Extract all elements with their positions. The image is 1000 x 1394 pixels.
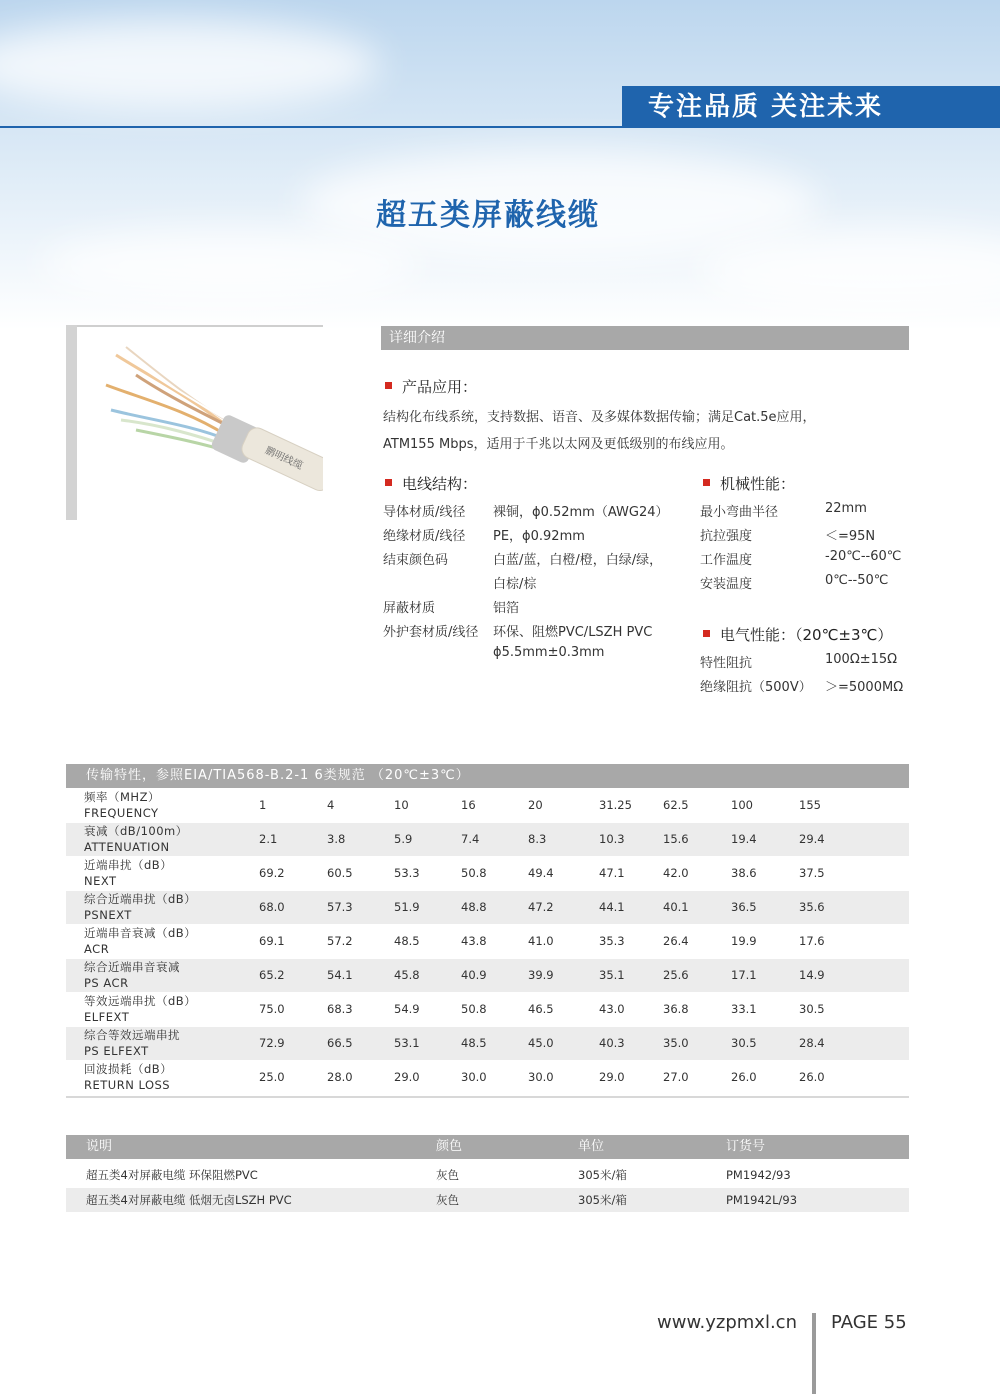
table-cell: 155 [799, 798, 821, 812]
ordering-header-unit: 单位 [578, 1139, 605, 1154]
table-cell: 30.5 [731, 1036, 757, 1050]
electrical-value: ＞=5000MΩ [825, 680, 904, 695]
row-label-cn: 综合近端串扰（dB） [84, 892, 197, 906]
table-row [66, 1061, 909, 1094]
mechanical-value: 22mm [825, 501, 867, 516]
table-cell: 27.0 [663, 1070, 689, 1084]
cloud-decoration [40, 230, 420, 300]
ordering-unit: 305米/箱 [578, 1168, 627, 1182]
table-cell: 29.0 [394, 1070, 420, 1084]
structure-label: 绝缘材质/线径 [383, 529, 466, 544]
table-cell: 66.5 [327, 1036, 353, 1050]
ordering-header-desc: 说明 [86, 1139, 113, 1154]
table-cell: 1 [259, 798, 267, 812]
table-cell: 75.0 [259, 1002, 285, 1016]
table-cell: 14.9 [799, 968, 825, 982]
ordering-row [66, 1188, 909, 1212]
header-slogan: 专注品质 关注未来 [622, 86, 1000, 128]
row-label-en: PS ELFEXT [84, 1044, 149, 1058]
table-cell: 4 [327, 798, 335, 812]
table-cell: 47.2 [528, 900, 554, 914]
mechanical-label: 最小弯曲半径 [700, 505, 779, 520]
row-label-cn: 频率（MHZ） [84, 790, 160, 804]
table-cell: 42.0 [663, 866, 689, 880]
electrical-label: 特性阻抗 [700, 656, 753, 671]
table-cell: 57.2 [327, 934, 353, 948]
table-cell: 40.3 [599, 1036, 625, 1050]
table-cell: 57.3 [327, 900, 353, 914]
mechanical-label: 抗拉强度 [700, 529, 753, 544]
row-label-cn: 综合近端串音衰减 [84, 960, 180, 974]
row-label-cn: 衰减（dB/100m） [84, 824, 188, 838]
ordering-desc: 超五类4对屏蔽电缆 环保阻燃PVC [86, 1168, 258, 1182]
application-heading: 产品应用： [385, 376, 477, 397]
ordering-color: 灰色 [436, 1168, 459, 1182]
bullet-square-icon [703, 479, 710, 486]
table-cell: 28.0 [327, 1070, 353, 1084]
row-label [84, 823, 188, 855]
ordering-header-color: 颜色 [436, 1139, 463, 1154]
table-cell: 31.25 [599, 798, 632, 812]
table-cell: 54.1 [327, 968, 353, 982]
table-row [66, 959, 909, 992]
structure-value: PE，ϕ0.92mm [493, 529, 585, 544]
table-cell: 25.6 [663, 968, 689, 982]
application-line: 结构化布线系统，支持数据、语音、及多媒体数据传输；满足Cat.5e应用， [383, 410, 816, 425]
table-cell: 17.6 [799, 934, 825, 948]
table-cell: 20 [528, 798, 543, 812]
table-cell: 29.0 [599, 1070, 625, 1084]
row-label-en: NEXT [84, 874, 117, 888]
detail-section-bar: 详细介绍 [381, 326, 909, 350]
table-cell: 49.4 [528, 866, 554, 880]
table-cell: 60.5 [327, 866, 353, 880]
table-cell: 36.5 [731, 900, 757, 914]
mechanical-value: -20℃--60℃ [825, 549, 902, 564]
table-cell: 35.1 [599, 968, 625, 982]
table-cell: 10 [394, 798, 409, 812]
mechanical-label: 工作温度 [700, 553, 753, 568]
row-label [84, 789, 160, 821]
table-cell: 65.2 [259, 968, 285, 982]
table-cell: 8.3 [528, 832, 547, 846]
ordering-header-code: 订货号 [726, 1139, 766, 1154]
table-cell: 26.0 [731, 1070, 757, 1084]
table-row [66, 925, 909, 958]
row-label-cn: 近端串音衰减（dB） [84, 926, 197, 940]
table-row [66, 857, 909, 890]
structure-label: 外护套材质/线径 [383, 625, 479, 640]
structure-value: 白棕/棕 [493, 577, 537, 592]
table-cell: 48.5 [394, 934, 420, 948]
bullet-square-icon [703, 630, 710, 637]
ordering-code: PM1942/93 [726, 1168, 791, 1182]
row-label-en: FREQUENCY [84, 806, 159, 820]
table-row [66, 891, 909, 924]
row-label-en: ELFEXT [84, 1010, 130, 1024]
ordering-desc: 超五类4对屏蔽电缆 低烟无卤LSZH PVC [86, 1193, 292, 1207]
table-cell: 5.9 [394, 832, 413, 846]
table-cell: 3.8 [327, 832, 346, 846]
structure-value: 环保、阻燃PVC/LSZH PVC [493, 625, 653, 640]
row-label-cn: 近端串扰（dB） [84, 858, 173, 872]
table-cell: 36.8 [663, 1002, 689, 1016]
table-cell: 15.6 [663, 832, 689, 846]
mechanical-label: 安装温度 [700, 577, 753, 592]
table-cell: 54.9 [394, 1002, 420, 1016]
table-cell: 100 [731, 798, 753, 812]
table-cell: 44.1 [599, 900, 625, 914]
mechanical-value: 0℃--50℃ [825, 573, 889, 588]
cable-photo [66, 325, 323, 520]
footer-page-number: PAGE 55 [831, 1312, 907, 1333]
electrical-heading: 电气性能：（20℃±3℃） [703, 624, 892, 645]
structure-value: ϕ5.5mm±0.3mm [493, 645, 605, 660]
row-label-cn: 等效远端串扰（dB） [84, 994, 197, 1008]
electrical-value: 100Ω±15Ω [825, 652, 898, 667]
table-cell: 38.6 [731, 866, 757, 880]
table-cell: 43.8 [461, 934, 487, 948]
row-label-cn: 综合等效远端串扰 [84, 1028, 180, 1042]
row-label [84, 1027, 180, 1059]
cable-print-text: 鹏明线缆 [263, 445, 305, 473]
table-cell: 39.9 [528, 968, 554, 982]
ordering-row [66, 1163, 909, 1187]
table-cell: 7.4 [461, 832, 480, 846]
electrical-label: 绝缘阻抗（500V） [700, 680, 812, 695]
row-label-en: PS ACR [84, 976, 129, 990]
table-cell: 30.5 [799, 1002, 825, 1016]
table-cell: 48.8 [461, 900, 487, 914]
table-cell: 19.4 [731, 832, 757, 846]
structure-label: 结束颜色码 [383, 553, 449, 568]
table-cell: 69.2 [259, 866, 285, 880]
table-row [66, 993, 909, 1026]
bullet-square-icon [385, 479, 392, 486]
transmission-table-title: 传输特性，参照EIA/TIA568-B.2-1 6类规范 （20℃±3℃） [66, 764, 909, 788]
row-label-en: ACR [84, 942, 110, 956]
structure-value: 裸铜，ϕ0.52mm（AWG24） [493, 505, 669, 520]
table-cell: 62.5 [663, 798, 689, 812]
table-cell: 43.0 [599, 1002, 625, 1016]
table-cell: 35.3 [599, 934, 625, 948]
row-label-en: ATTENUATION [84, 840, 170, 854]
ordering-unit: 305米/箱 [578, 1193, 627, 1207]
table-cell: 46.5 [528, 1002, 554, 1016]
table-cell: 28.4 [799, 1036, 825, 1050]
table-cell: 53.1 [394, 1036, 420, 1050]
table-cell: 72.9 [259, 1036, 285, 1050]
structure-heading: 电线结构： [385, 473, 477, 494]
table-cell: 47.1 [599, 866, 625, 880]
table-cell: 40.1 [663, 900, 689, 914]
row-label-en: RETURN LOSS [84, 1078, 171, 1092]
mechanical-heading: 机械性能： [703, 473, 795, 494]
table-cell: 41.0 [528, 934, 554, 948]
table-cell: 40.9 [461, 968, 487, 982]
table-row [66, 1027, 909, 1060]
table-cell: 45.8 [394, 968, 420, 982]
row-label [84, 1061, 172, 1093]
table-cell: 19.9 [731, 934, 757, 948]
table-cell: 68.3 [327, 1002, 353, 1016]
row-label [84, 993, 196, 1025]
row-label [84, 891, 196, 923]
table-cell: 51.9 [394, 900, 420, 914]
table-cell: 53.3 [394, 866, 420, 880]
structure-label: 导体材质/线径 [383, 505, 466, 520]
ordering-color: 灰色 [436, 1193, 459, 1207]
structure-value: 铝箔 [493, 601, 520, 616]
table-cell: 2.1 [259, 832, 278, 846]
table-cell: 33.1 [731, 1002, 757, 1016]
table-cell: 26.0 [799, 1070, 825, 1084]
table-cell: 26.4 [663, 934, 689, 948]
table-bottom-rule [66, 1096, 909, 1098]
row-label-en: PSNEXT [84, 908, 132, 922]
table-cell: 30.0 [528, 1070, 554, 1084]
table-cell: 16 [461, 798, 476, 812]
row-label [84, 857, 172, 889]
table-cell: 50.8 [461, 1002, 487, 1016]
table-cell: 10.3 [599, 832, 625, 846]
structure-value: 白蓝/蓝，白橙/橙，白绿/绿， [493, 553, 663, 568]
row-label-cn: 回波损耗（dB） [84, 1062, 173, 1076]
table-row [66, 823, 909, 856]
application-line: ATM155 Mbps，适用于千兆以太网及更低级别的布线应用。 [383, 437, 734, 452]
table-cell: 25.0 [259, 1070, 285, 1084]
structure-label: 屏蔽材质 [383, 601, 436, 616]
bullet-square-icon [385, 382, 392, 389]
mechanical-value: ＜=95N [825, 529, 876, 544]
page-title: 超五类屏蔽线缆 [376, 198, 600, 233]
table-cell: 48.5 [461, 1036, 487, 1050]
footer-website: www.yzpmxl.cn [657, 1312, 797, 1333]
table-cell: 68.0 [259, 900, 285, 914]
table-cell: 45.0 [528, 1036, 554, 1050]
table-cell: 37.5 [799, 866, 825, 880]
table-cell: 69.1 [259, 934, 285, 948]
table-cell: 50.8 [461, 866, 487, 880]
table-cell: 17.1 [731, 968, 757, 982]
footer-divider [812, 1313, 816, 1394]
table-cell: 35.6 [799, 900, 825, 914]
table-cell: 30.0 [461, 1070, 487, 1084]
table-row [66, 789, 909, 822]
ordering-table-header [66, 1135, 909, 1159]
table-cell: 35.0 [663, 1036, 689, 1050]
row-label [84, 959, 180, 991]
table-cell: 29.4 [799, 832, 825, 846]
row-label [84, 925, 196, 957]
ordering-code: PM1942L/93 [726, 1193, 798, 1207]
